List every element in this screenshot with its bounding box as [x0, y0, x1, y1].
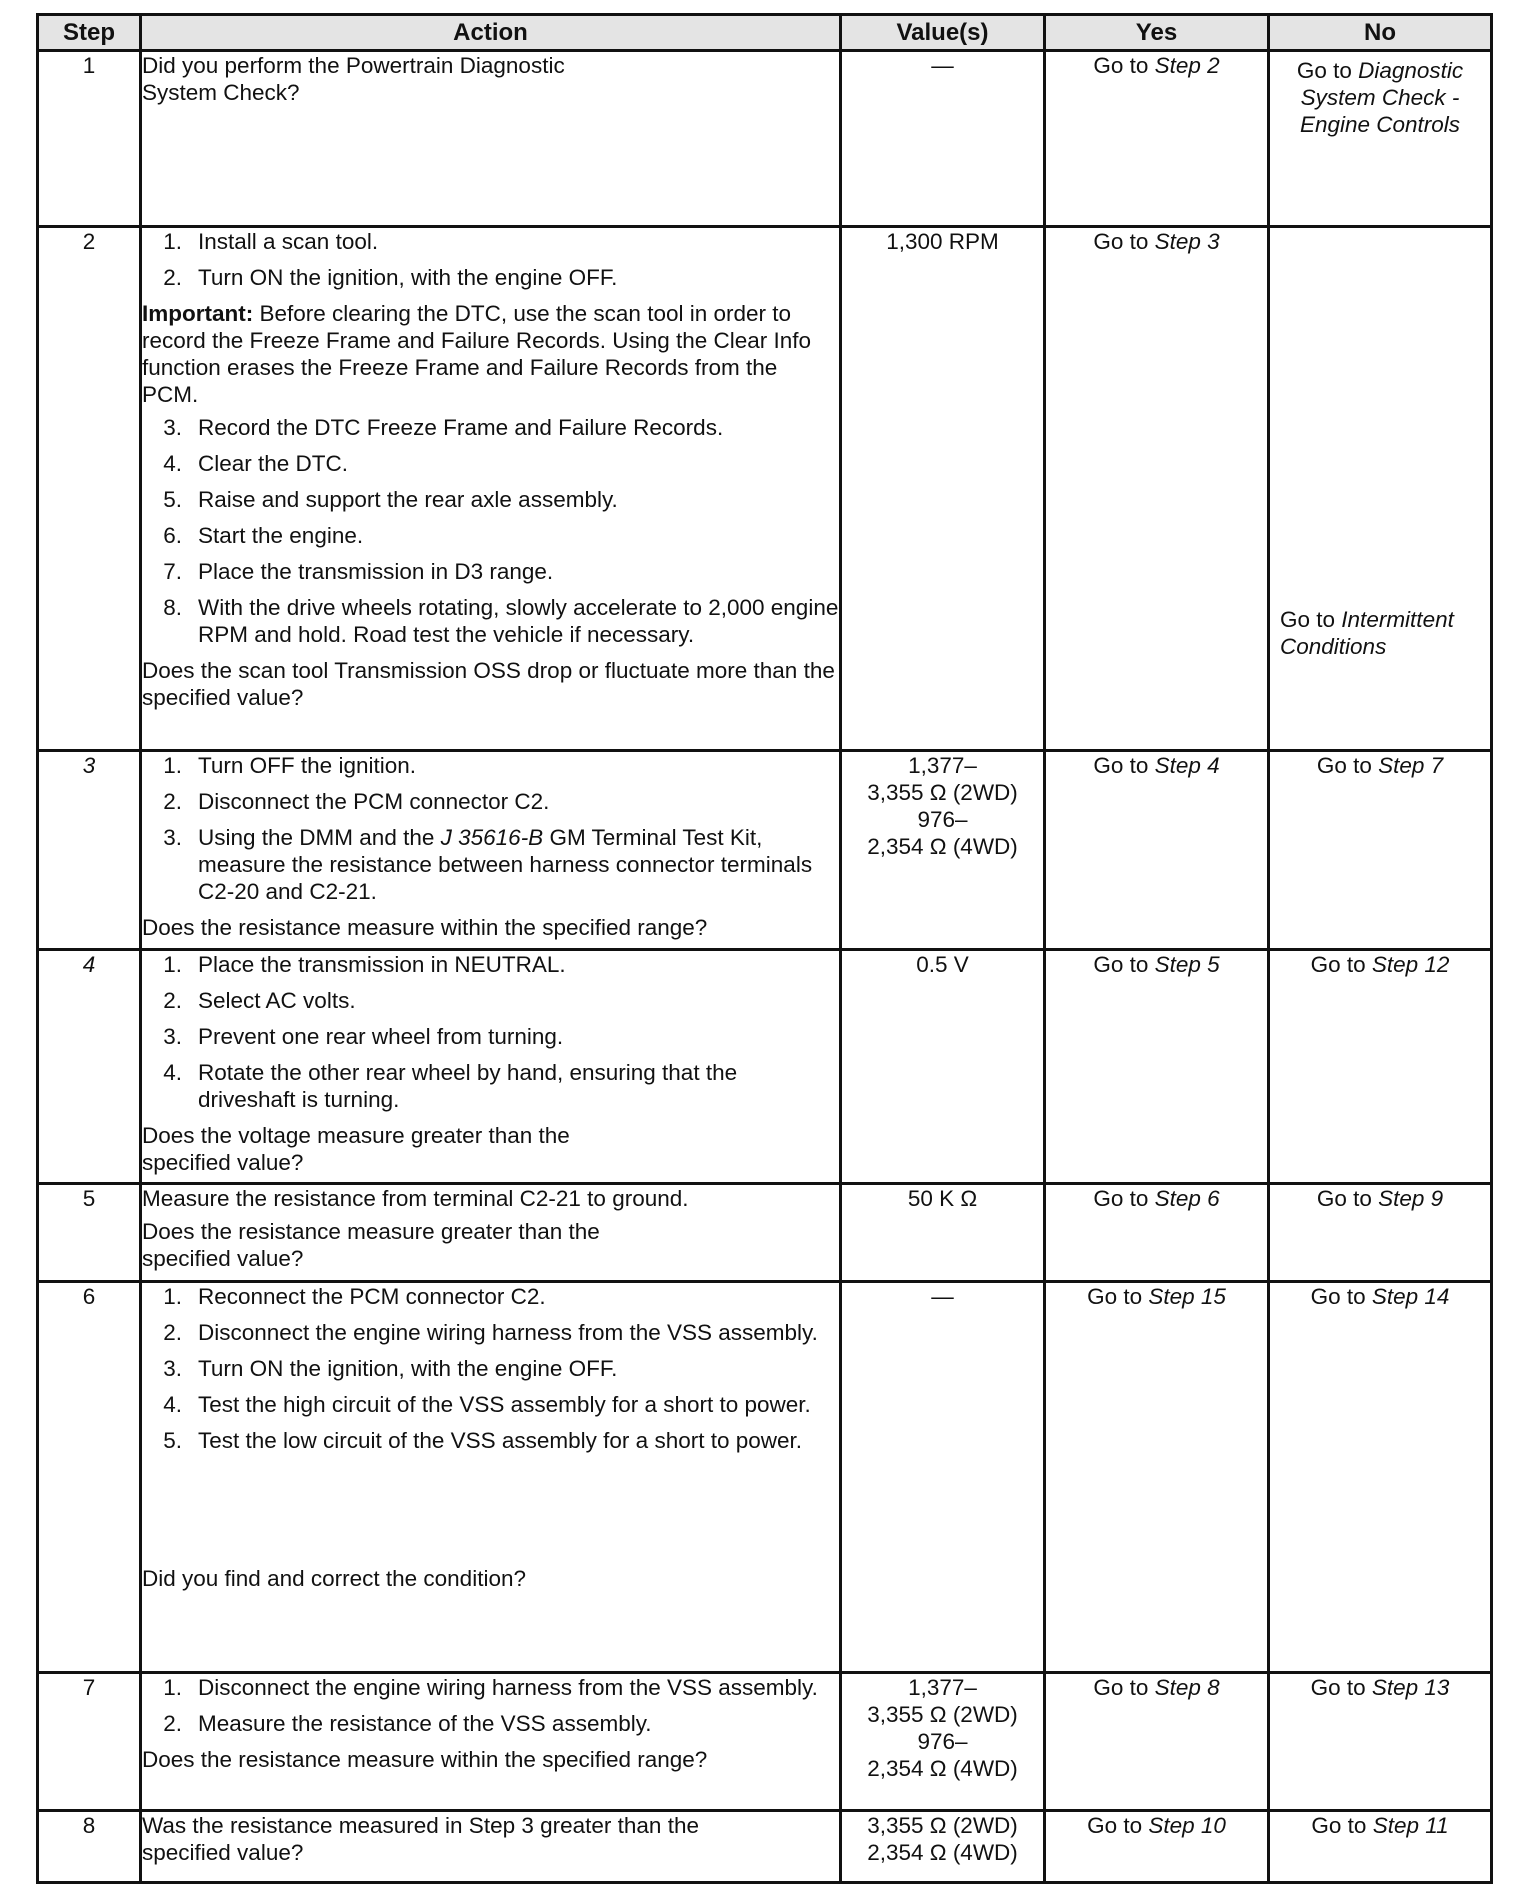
header-no: No [1269, 15, 1492, 51]
step-row-5 [38, 1184, 1492, 1282]
no-link[interactable]: Step 13 [1371, 1675, 1450, 1700]
no-link[interactable]: Step 14 [1371, 1284, 1450, 1309]
action-step [142, 1710, 839, 1737]
yes-prefix: Go to [1093, 53, 1155, 78]
no-cell [1269, 51, 1492, 227]
step-item-text-post: GM Terminal Test Kit, measure the resistance between harness connector terminals C2-20 and C2-21. [198, 825, 813, 904]
step-item-num: 1. [163, 753, 182, 778]
action-question: Does the resistance measure within the specified range? [142, 915, 708, 940]
step-item-text: Reconnect the PCM connector C2. [198, 1284, 546, 1309]
action-question: Does the scan tool Transmission OSS drop or fluctuate more than the specified value? [142, 658, 835, 710]
action-cell [141, 1811, 841, 1883]
action-question: Does the resistance measure within the specified range? [142, 1747, 708, 1772]
step-row-2 [38, 227, 1492, 751]
value-cell: 0.5 V [841, 950, 1045, 1184]
step-number: 4 [38, 950, 141, 1184]
step-item-text: Turn ON the ignition, with the engine OFF. [198, 1356, 618, 1381]
action-step [142, 1023, 839, 1050]
action-step [142, 522, 839, 549]
action-step [142, 228, 839, 255]
value-line: 1,377– [908, 753, 977, 778]
no-prefix: Go to [1310, 1675, 1372, 1700]
value-line: 3,355 Ω (2WD) [867, 1702, 1018, 1727]
no-link[interactable]: Step 9 [1378, 1186, 1444, 1211]
no-cell [1269, 1673, 1492, 1811]
no-link[interactable]: Step 11 [1372, 1813, 1449, 1838]
action-step [142, 1283, 839, 1310]
step-item-num: 8. [163, 595, 182, 620]
step-item-num: 5. [163, 487, 182, 512]
action-question: Does the resistance measure greater than the specified value? [142, 1219, 600, 1271]
step-number: 3 [38, 751, 141, 950]
step-item-num: 2. [163, 789, 182, 814]
header-row [38, 15, 1492, 51]
yes-cell [1045, 1811, 1269, 1883]
yes-link[interactable]: Step 15 [1148, 1284, 1226, 1309]
action-steps [142, 1674, 839, 1737]
yes-cell [1045, 751, 1269, 950]
header-values: Value(s) [841, 15, 1045, 51]
step-item-text: Disconnect the engine wiring harness from the VSS assembly. [198, 1320, 818, 1345]
diagnostic-table [36, 13, 1493, 1884]
step-row-6 [38, 1282, 1492, 1673]
yes-prefix: Go to [1093, 952, 1155, 977]
step-item-text: Test the high circuit of the VSS assembly for a short to power. [198, 1392, 811, 1417]
action-cell [141, 751, 841, 950]
step-item-num: 2. [163, 988, 182, 1013]
step-item-text: Turn ON the ignition, with the engine OFF. [198, 265, 618, 290]
step-number: 1 [38, 51, 141, 227]
step-item-text-pre: Using the DMM and the [198, 825, 441, 850]
action-question: Does the voltage measure greater than the specified value? [142, 1123, 570, 1175]
important-note [142, 300, 839, 408]
value-line: 2,354 Ω (4WD) [867, 834, 1018, 859]
step-item-text: Clear the DTC. [198, 451, 349, 476]
action-question: Was the resistance measured in Step 3 greater than the specified value? [142, 1813, 699, 1865]
header-yes: Yes [1045, 15, 1269, 51]
no-cell [1269, 1282, 1492, 1673]
action-step [142, 486, 839, 513]
step-item-text: Record the DTC Freeze Frame and Failure Records. [198, 415, 724, 440]
action-cell [141, 227, 841, 751]
yes-cell [1045, 1282, 1269, 1673]
important-label: Important: [142, 301, 254, 326]
step-item-num: 1. [163, 1675, 182, 1700]
action-step [142, 987, 839, 1014]
step-number: 2 [38, 227, 141, 751]
no-prefix: Go to [1280, 607, 1342, 632]
action-step [142, 752, 839, 779]
yes-link[interactable]: Step 10 [1148, 1813, 1226, 1838]
action-step [142, 594, 839, 648]
step-item-num: 3. [163, 1024, 182, 1049]
no-prefix: Go to [1296, 58, 1359, 83]
step-number: 8 [38, 1811, 141, 1883]
step-item-text: Turn OFF the ignition. [198, 753, 417, 778]
step-item-text: Start the engine. [198, 523, 364, 548]
action-step [142, 1391, 839, 1418]
no-link[interactable]: Intermittent Conditions [1280, 607, 1454, 659]
action-step [142, 264, 839, 291]
value-line: 976– [917, 807, 968, 832]
action-question: Did you find and correct the condition? [142, 1566, 526, 1591]
step-item-num: 2. [163, 1711, 182, 1736]
step-item-num: 3. [163, 825, 182, 850]
yes-link[interactable]: Step 6 [1154, 1186, 1220, 1211]
step-item-text: Raise and support the rear axle assembly. [198, 487, 618, 512]
value-cell [841, 1673, 1045, 1811]
step-item-text: Prevent one rear wheel from turning. [198, 1024, 564, 1049]
step-item-num: 3. [163, 415, 182, 440]
value-cell [841, 751, 1045, 950]
action-step [142, 1319, 839, 1346]
no-cell [1269, 751, 1492, 950]
no-prefix: Go to [1310, 952, 1372, 977]
value-cell [841, 1811, 1045, 1883]
step-item-num: 2. [163, 1320, 182, 1345]
important-text: Before clearing the DTC, use the scan tool in order to record the Freeze Frame and Failure Records. Using the Clear Info function erases the Freeze Frame and Failure Records from the PCM. [142, 301, 812, 407]
action-steps [142, 752, 839, 905]
value-line: 3,355 Ω (2WD) [867, 1813, 1018, 1838]
value-cell: 50 K Ω [841, 1184, 1045, 1282]
step-item-num: 4. [163, 1060, 182, 1085]
step-row-4 [38, 950, 1492, 1184]
step-item-num: 7. [163, 559, 182, 584]
value-cell: — [841, 51, 1045, 227]
step-item-num: 5. [163, 1428, 182, 1453]
no-cell [1269, 1811, 1492, 1883]
action-steps [142, 1283, 839, 1454]
yes-prefix: Go to [1093, 1186, 1155, 1211]
action-step [142, 1355, 839, 1382]
yes-prefix: Go to [1087, 1284, 1149, 1309]
step-item-text: Test the low circuit of the VSS assembly for a short to power. [198, 1428, 803, 1453]
yes-link[interactable]: Step 4 [1154, 753, 1220, 778]
step-item-text: Rotate the other rear wheel by hand, ensuring that the driveshaft is turning. [198, 1060, 738, 1112]
step-item-text: Place the transmission in NEUTRAL. [198, 952, 566, 977]
yes-cell [1045, 51, 1269, 227]
action-steps [142, 228, 839, 291]
action-step [142, 1674, 839, 1701]
action-cell [141, 1282, 841, 1673]
step-item-num: 4. [163, 451, 182, 476]
step-item-text: Measure the resistance of the VSS assembly. [198, 1711, 652, 1736]
no-cell [1269, 1184, 1492, 1282]
yes-link[interactable]: Step 3 [1154, 229, 1220, 254]
header-action: Action [141, 15, 841, 51]
yes-prefix: Go to [1093, 229, 1155, 254]
step-row-1 [38, 51, 1492, 227]
action-step [142, 414, 839, 441]
yes-cell [1045, 1184, 1269, 1282]
step-row-8 [38, 1811, 1492, 1883]
no-link[interactable]: Step 12 [1371, 952, 1450, 977]
step-item-text: Disconnect the PCM connector C2. [198, 789, 550, 814]
value-line: 976– [917, 1729, 968, 1754]
step-item-text: Select AC volts. [198, 988, 356, 1013]
action-step [142, 1059, 839, 1113]
yes-link[interactable]: Step 2 [1154, 53, 1220, 78]
no-prefix: Go to [1316, 753, 1379, 778]
yes-prefix: Go to [1093, 753, 1155, 778]
step-number: 5 [38, 1184, 141, 1282]
step-row-7 [38, 1673, 1492, 1811]
yes-prefix: Go to [1087, 1813, 1149, 1838]
step-row-3 [38, 751, 1492, 950]
step-number: 7 [38, 1673, 141, 1811]
step-item-text: Disconnect the engine wiring harness from the VSS assembly. [198, 1675, 818, 1700]
step-item-text: With the drive wheels rotating, slowly accelerate to 2,000 engine RPM and hold. Road test the vehicle if necessary. [198, 595, 839, 647]
value-line: 2,354 Ω (4WD) [867, 1840, 1018, 1865]
yes-cell [1045, 950, 1269, 1184]
step-item-text [198, 824, 839, 905]
yes-link[interactable]: Step 8 [1154, 1675, 1220, 1700]
value-line: 3,355 Ω (2WD) [867, 780, 1018, 805]
yes-cell [1045, 1673, 1269, 1811]
action-cell [141, 1184, 841, 1282]
step-item-num: 1. [163, 229, 182, 254]
step-item-num: 2. [163, 265, 182, 290]
step-item-text: Install a scan tool. [198, 229, 379, 254]
no-link[interactable]: Step 7 [1378, 753, 1444, 778]
step-item-num: 1. [163, 1284, 182, 1309]
value-line: 1,377– [908, 1675, 977, 1700]
value-line: 2,354 Ω (4WD) [867, 1756, 1018, 1781]
yes-link[interactable]: Step 5 [1154, 952, 1220, 977]
action-cell [141, 51, 841, 227]
action-question: Did you perform the Powertrain Diagnostic System Check? [142, 53, 565, 105]
no-link[interactable]: Diagnostic System Check - Engine Controls [1299, 58, 1464, 137]
header-step: Step [38, 15, 141, 51]
step-item-text: Place the transmission in D3 range. [198, 559, 554, 584]
action-cell [141, 950, 841, 1184]
action-cell [141, 1673, 841, 1811]
no-cell [1269, 950, 1492, 1184]
step-item-num: 6. [163, 523, 182, 548]
yes-prefix: Go to [1093, 1675, 1155, 1700]
action-step [142, 788, 839, 815]
action-step [142, 951, 839, 978]
no-prefix: Go to [1310, 1284, 1372, 1309]
action-step [142, 1427, 839, 1454]
value-cell: 1,300 RPM [841, 227, 1045, 751]
step-number: 6 [38, 1282, 141, 1673]
step-item-num: 1. [163, 952, 182, 977]
no-cell [1269, 227, 1492, 751]
no-prefix: Go to [1311, 1813, 1373, 1838]
action-step [142, 558, 839, 585]
tool-name: J 35616-B [440, 825, 544, 850]
step-item-num: 4. [163, 1392, 182, 1417]
action-step [142, 824, 839, 905]
action-instruction: Measure the resistance from terminal C2-21 to ground. [142, 1186, 689, 1211]
action-step [142, 450, 839, 477]
value-cell: — [841, 1282, 1045, 1673]
action-steps [142, 951, 839, 1113]
action-steps [142, 414, 839, 648]
yes-cell [1045, 227, 1269, 751]
no-prefix: Go to [1316, 1186, 1379, 1211]
step-item-num: 3. [163, 1356, 182, 1381]
